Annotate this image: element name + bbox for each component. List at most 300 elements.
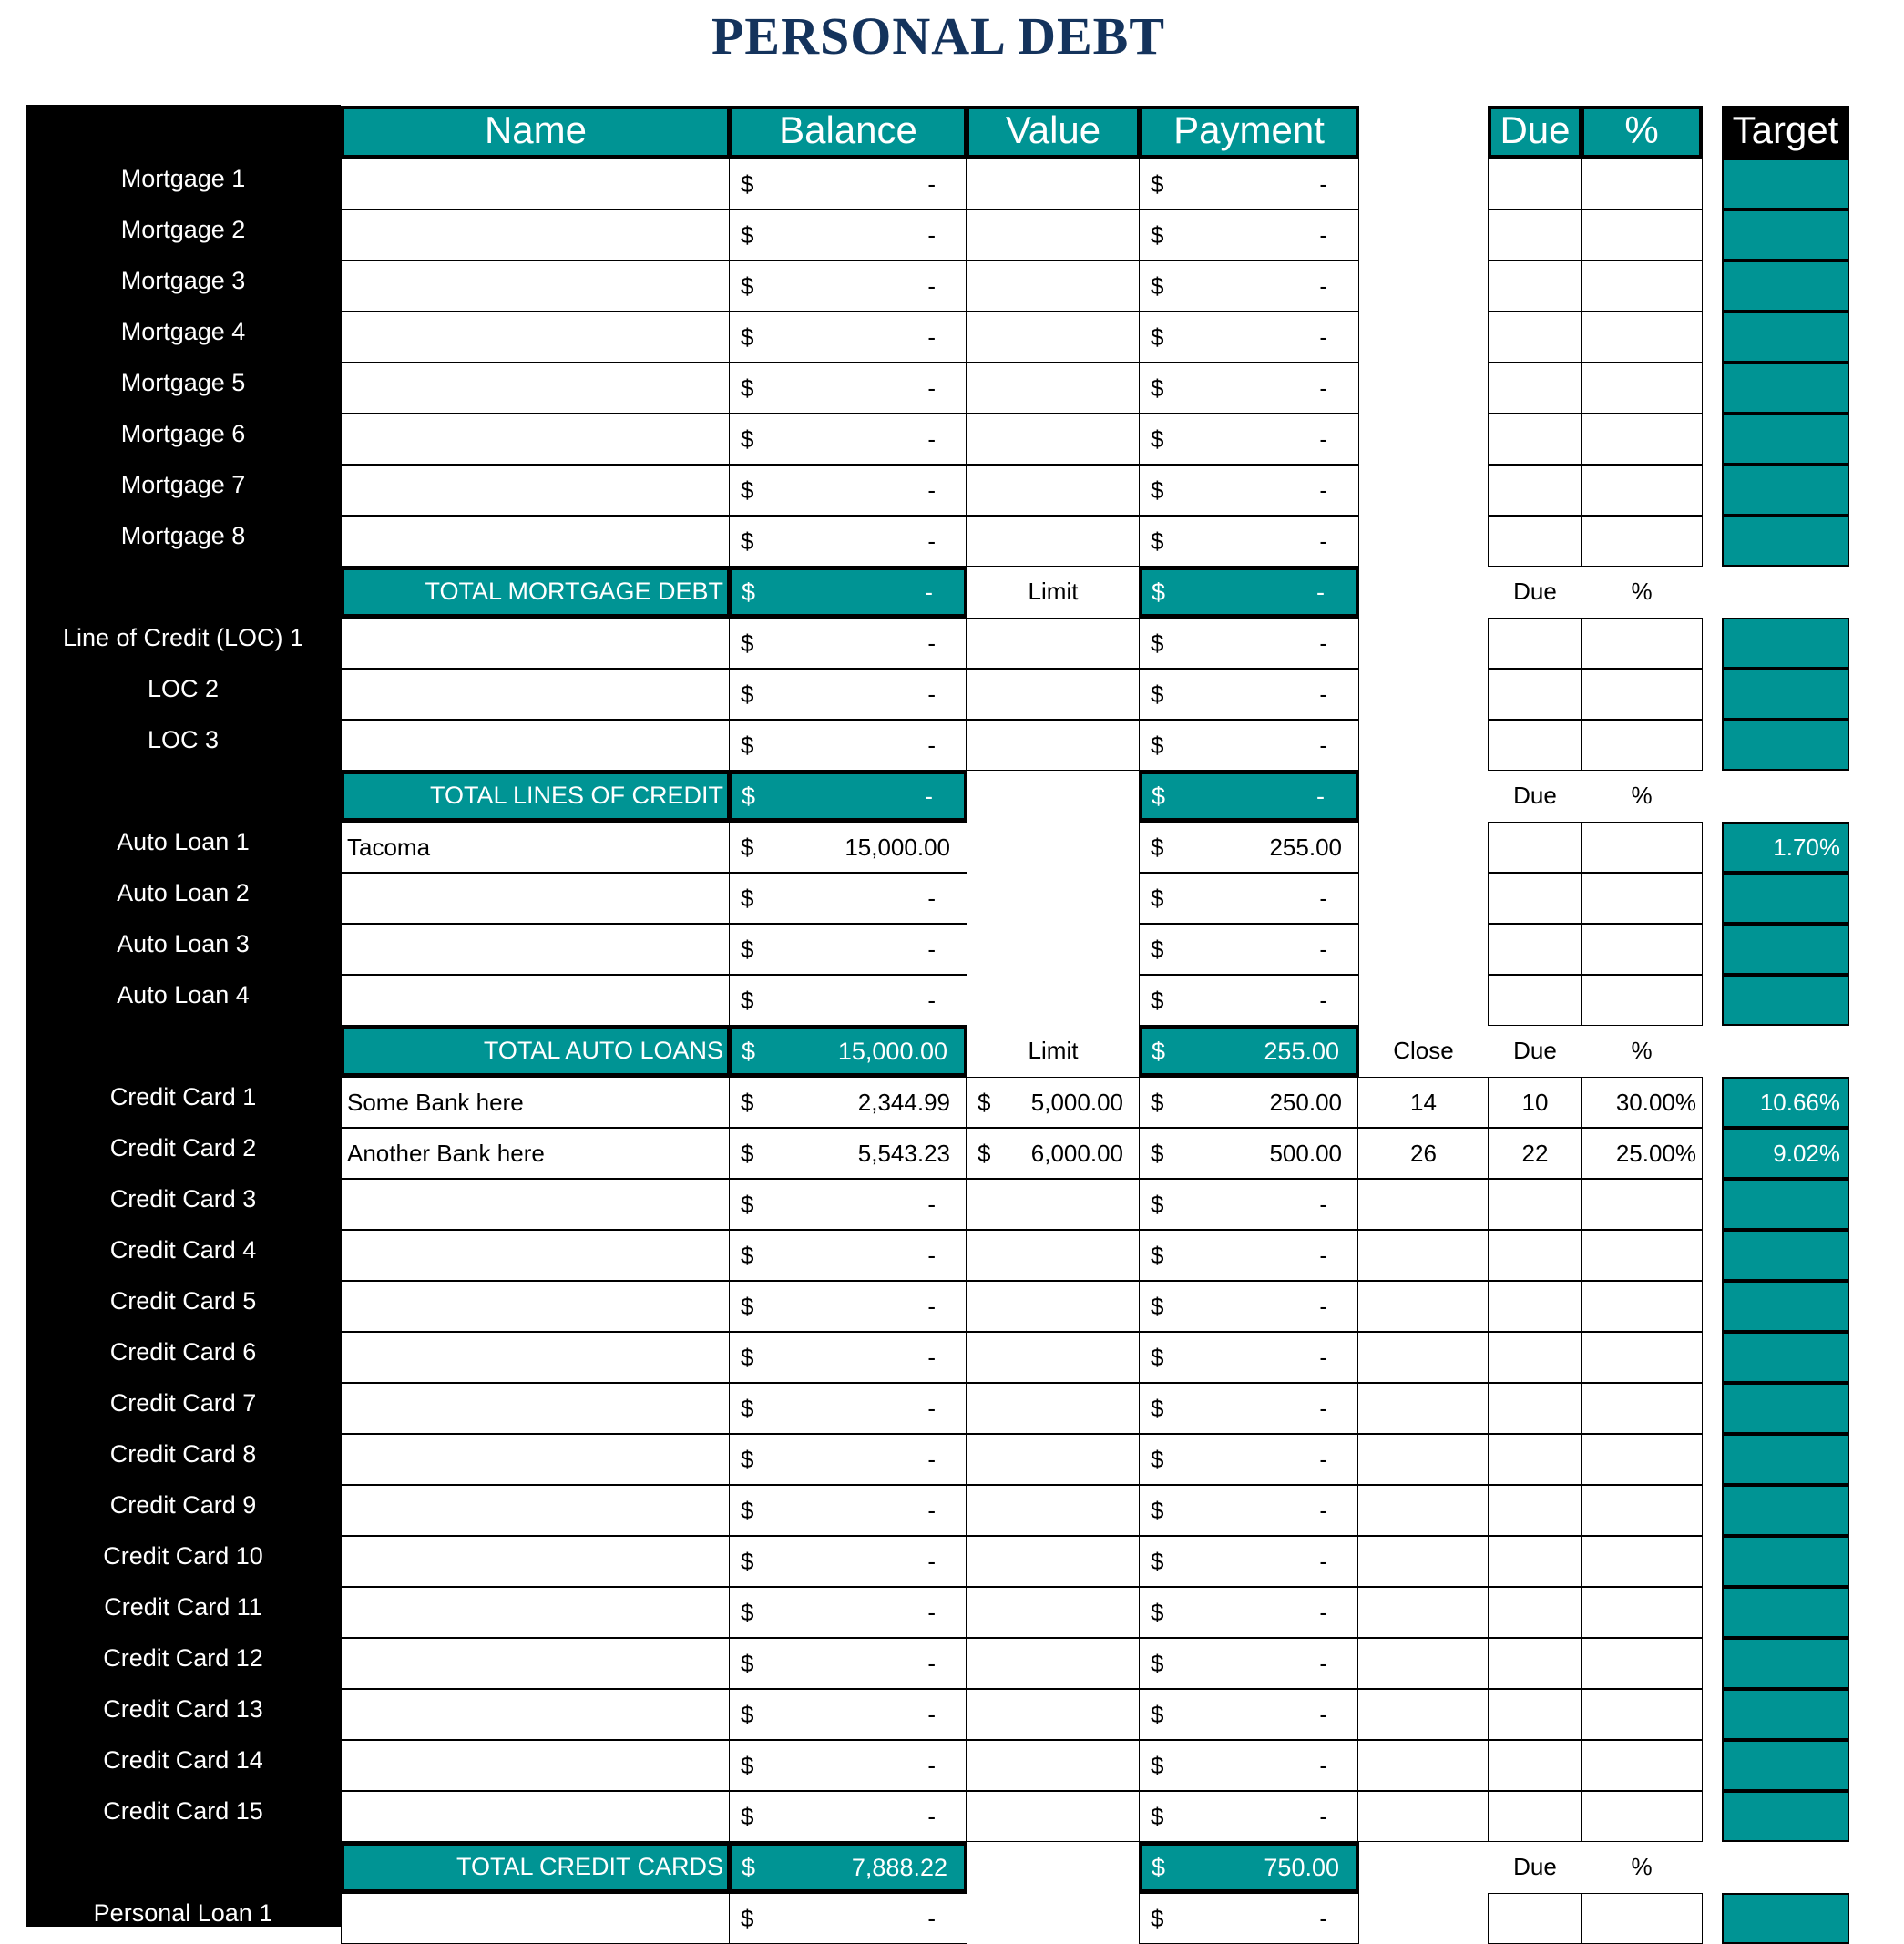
amount-value: -	[927, 1752, 936, 1779]
target-cell[interactable]	[1722, 1587, 1849, 1638]
target-cell[interactable]	[1722, 1434, 1849, 1485]
currency-sign: $	[1151, 374, 1164, 402]
name-cell[interactable]	[341, 465, 731, 516]
amount-value: -	[927, 527, 936, 555]
close-cell[interactable]	[1357, 1689, 1489, 1740]
currency-sign: $	[741, 1344, 754, 1371]
percent-cell[interactable]	[1581, 312, 1703, 363]
payment-cell[interactable]	[1139, 312, 1359, 363]
due-cell[interactable]	[1488, 1485, 1582, 1536]
balance-cell[interactable]	[729, 465, 967, 516]
payment-cell[interactable]	[1139, 924, 1359, 975]
balance-cell[interactable]	[729, 1383, 967, 1434]
target-cell[interactable]	[1722, 312, 1849, 363]
amount-value: -	[1319, 1395, 1327, 1422]
percent-cell[interactable]	[1581, 1638, 1703, 1689]
name-cell[interactable]	[341, 1230, 731, 1281]
close-cell[interactable]	[1357, 1281, 1489, 1332]
amount-value: -	[1319, 374, 1327, 402]
payment-cell[interactable]	[1139, 261, 1359, 312]
limit-cell[interactable]	[966, 1332, 1141, 1383]
due-cell[interactable]	[1488, 261, 1582, 312]
target-cell[interactable]	[1722, 669, 1849, 720]
balance-cell[interactable]	[729, 1332, 967, 1383]
percent-cell[interactable]	[1581, 975, 1703, 1026]
due-cell[interactable]	[1488, 1893, 1582, 1944]
value-cell[interactable]	[966, 414, 1141, 465]
row-label: Auto Loan 2	[117, 879, 250, 906]
due-cell[interactable]	[1488, 1434, 1582, 1485]
currency-sign: $	[1151, 1089, 1164, 1116]
limit-cell[interactable]	[966, 1281, 1141, 1332]
percent-cell[interactable]	[1581, 1740, 1703, 1791]
percent-cell[interactable]	[1581, 618, 1703, 669]
payment-cell[interactable]	[1139, 414, 1359, 465]
due-cell[interactable]	[1488, 1587, 1582, 1638]
value-cell[interactable]	[966, 261, 1141, 312]
due-cell[interactable]	[1488, 1689, 1582, 1740]
name-cell[interactable]: Some Bank here	[341, 1077, 731, 1128]
name-cell[interactable]	[341, 312, 731, 363]
currency-sign: $	[742, 578, 756, 606]
amount-value: -	[1319, 1752, 1327, 1779]
payment-cell[interactable]	[1139, 210, 1359, 261]
due-cell[interactable]: 10	[1488, 1077, 1582, 1128]
due-cell[interactable]	[1488, 465, 1582, 516]
row-label: Credit Card 9	[109, 1491, 257, 1519]
currency-sign: $	[741, 1191, 754, 1218]
target-cell[interactable]	[1722, 1893, 1849, 1944]
name-cell[interactable]	[341, 1536, 731, 1587]
limit-cell[interactable]	[966, 1077, 1141, 1128]
name-cell[interactable]: Another Bank here	[341, 1128, 731, 1179]
percent-cell[interactable]	[1581, 1230, 1703, 1281]
limit-cell[interactable]	[966, 1383, 1141, 1434]
percent-cell[interactable]	[1581, 822, 1703, 873]
name-cell[interactable]	[341, 1587, 731, 1638]
currency-sign: $	[742, 1854, 756, 1881]
currency-sign: $	[1151, 1752, 1164, 1779]
currency-sign: $	[741, 272, 754, 300]
row-label: Credit Card 8	[109, 1440, 257, 1468]
value-cell[interactable]	[966, 159, 1141, 210]
name-cell[interactable]	[341, 1740, 731, 1791]
due-cell[interactable]	[1488, 210, 1582, 261]
limit-cell[interactable]	[966, 1434, 1141, 1485]
balance-cell[interactable]	[729, 210, 967, 261]
due-cell[interactable]	[1488, 159, 1582, 210]
amount-value: -	[927, 1905, 936, 1932]
total-payment-value: 255.00	[1264, 1038, 1339, 1065]
amount-value: -	[1319, 476, 1327, 504]
balance-cell[interactable]	[729, 363, 967, 414]
payment-cell[interactable]	[1139, 1179, 1359, 1230]
due-subheader: Due	[1513, 1853, 1557, 1880]
total-balance	[729, 567, 967, 618]
balance-cell[interactable]	[729, 873, 967, 924]
due-cell[interactable]	[1488, 1230, 1582, 1281]
percent-cell[interactable]	[1581, 669, 1703, 720]
amount-value: -	[927, 1293, 936, 1320]
target-cell[interactable]	[1722, 873, 1849, 924]
due-cell[interactable]	[1488, 1383, 1582, 1434]
currency-sign: $	[1151, 1242, 1164, 1269]
limit-cell[interactable]	[966, 1740, 1141, 1791]
payment-cell[interactable]	[1139, 1077, 1359, 1128]
due-cell[interactable]	[1488, 1179, 1582, 1230]
name-cell[interactable]	[341, 1434, 731, 1485]
close-cell[interactable]: 26	[1357, 1128, 1489, 1179]
target-cell[interactable]	[1722, 414, 1849, 465]
currency-sign: $	[741, 170, 754, 198]
amount-value: -	[1319, 1803, 1327, 1830]
percent-cell[interactable]	[1581, 261, 1703, 312]
due-cell[interactable]	[1488, 924, 1582, 975]
balance-cell[interactable]	[729, 720, 967, 771]
limit-cell[interactable]	[966, 618, 1141, 669]
payment-cell[interactable]	[1139, 516, 1359, 567]
balance-cell[interactable]	[729, 1893, 967, 1944]
target-cell[interactable]	[1722, 516, 1849, 567]
name-cell[interactable]	[341, 261, 731, 312]
close-cell[interactable]	[1357, 1587, 1489, 1638]
name-cell[interactable]	[341, 669, 731, 720]
balance-cell[interactable]	[729, 669, 967, 720]
value-cell[interactable]	[966, 465, 1141, 516]
balance-cell[interactable]	[729, 822, 967, 873]
total-label: TOTAL MORTGAGE DEBT	[341, 567, 731, 618]
target-cell[interactable]: 9.02%	[1722, 1128, 1849, 1179]
balance-cell[interactable]	[729, 924, 967, 975]
due-cell[interactable]	[1488, 873, 1582, 924]
payment-cell[interactable]	[1139, 465, 1359, 516]
percent-cell[interactable]	[1581, 1536, 1703, 1587]
percent-cell[interactable]	[1581, 516, 1703, 567]
amount-value: -	[927, 1344, 936, 1371]
row-label: Credit Card 6	[109, 1338, 257, 1366]
currency-sign: $	[741, 936, 754, 963]
row-label: Mortgage 4	[120, 318, 246, 345]
payment-cell[interactable]	[1139, 975, 1359, 1026]
target-cell[interactable]: 1.70%	[1722, 822, 1849, 873]
balance-cell[interactable]	[729, 414, 967, 465]
target-cell[interactable]	[1722, 924, 1849, 975]
target-cell[interactable]	[1722, 210, 1849, 261]
percent-cell[interactable]	[1581, 1689, 1703, 1740]
close-cell[interactable]	[1357, 1791, 1489, 1842]
row-label: Credit Card 4	[109, 1236, 257, 1264]
name-cell[interactable]: Tacoma	[341, 822, 731, 873]
header-name: Name	[341, 106, 731, 159]
limit-cell[interactable]	[966, 1587, 1141, 1638]
balance-cell[interactable]	[729, 1791, 967, 1842]
payment-cell[interactable]	[1139, 1587, 1359, 1638]
name-cell[interactable]	[341, 363, 731, 414]
due-cell[interactable]	[1488, 516, 1582, 567]
currency-sign: $	[1151, 987, 1164, 1014]
close-cell[interactable]	[1357, 1638, 1489, 1689]
percent-cell[interactable]	[1581, 1332, 1703, 1383]
amount-value: 5,000.00	[1030, 1089, 1123, 1116]
target-cell[interactable]	[1722, 261, 1849, 312]
percent-cell[interactable]	[1581, 159, 1703, 210]
amount-value: -	[1319, 425, 1327, 453]
target-cell[interactable]	[1722, 975, 1849, 1026]
name-cell[interactable]	[341, 159, 731, 210]
amount-value: 15,000.00	[845, 834, 950, 861]
percent-cell[interactable]	[1581, 1893, 1703, 1944]
close-cell[interactable]	[1357, 1230, 1489, 1281]
amount-value: -	[1319, 527, 1327, 555]
due-cell[interactable]	[1488, 1740, 1582, 1791]
balance-cell[interactable]	[729, 1536, 967, 1587]
currency-sign: $	[741, 476, 754, 504]
due-cell[interactable]	[1488, 720, 1582, 771]
limit-cell[interactable]	[966, 1536, 1141, 1587]
percent-cell[interactable]	[1581, 924, 1703, 975]
limit-cell[interactable]	[966, 720, 1141, 771]
currency-sign: $	[741, 1089, 754, 1116]
payment-cell[interactable]	[1139, 1383, 1359, 1434]
target-cell[interactable]	[1722, 618, 1849, 669]
name-cell[interactable]	[341, 1791, 731, 1842]
limit-cell[interactable]	[966, 1791, 1141, 1842]
value-cell[interactable]	[966, 516, 1141, 567]
currency-sign: $	[1151, 425, 1164, 453]
percent-cell[interactable]	[1581, 210, 1703, 261]
payment-cell[interactable]	[1139, 873, 1359, 924]
limit-cell[interactable]	[966, 1230, 1141, 1281]
due-cell[interactable]	[1488, 312, 1582, 363]
amount-value: -	[927, 425, 936, 453]
amount-value: -	[1319, 221, 1327, 249]
due-cell[interactable]	[1488, 975, 1582, 1026]
due-subheader: Due	[1513, 578, 1557, 605]
target-cell[interactable]	[1722, 1485, 1849, 1536]
payment-cell[interactable]	[1139, 1332, 1359, 1383]
percent-cell[interactable]	[1581, 1281, 1703, 1332]
target-cell[interactable]	[1722, 1740, 1849, 1791]
percent-cell[interactable]	[1581, 363, 1703, 414]
balance-cell[interactable]	[729, 1485, 967, 1536]
payment-cell[interactable]	[1139, 1740, 1359, 1791]
due-cell[interactable]	[1488, 618, 1582, 669]
name-cell[interactable]	[341, 873, 731, 924]
name-cell[interactable]	[341, 1332, 731, 1383]
name-cell[interactable]	[341, 1893, 731, 1944]
percent-subheader: %	[1631, 578, 1653, 605]
target-cell[interactable]	[1722, 1332, 1849, 1383]
balance-cell[interactable]	[729, 1077, 967, 1128]
payment-cell[interactable]	[1139, 363, 1359, 414]
close-cell[interactable]	[1357, 1383, 1489, 1434]
total-payment	[1139, 771, 1359, 822]
due-cell[interactable]: 22	[1488, 1128, 1582, 1179]
payment-cell[interactable]	[1139, 1128, 1359, 1179]
name-cell[interactable]	[341, 975, 731, 1026]
target-cell[interactable]	[1722, 1791, 1849, 1842]
percent-cell[interactable]	[1581, 1434, 1703, 1485]
close-cell[interactable]	[1357, 1332, 1489, 1383]
value-cell[interactable]	[966, 210, 1141, 261]
target-cell[interactable]	[1722, 1179, 1849, 1230]
currency-sign: $	[741, 1242, 754, 1269]
target-cell[interactable]	[1722, 1689, 1849, 1740]
close-cell[interactable]	[1357, 1434, 1489, 1485]
balance-cell[interactable]	[729, 1740, 967, 1791]
name-cell[interactable]	[341, 1179, 731, 1230]
percent-cell[interactable]	[1581, 1485, 1703, 1536]
name-cell[interactable]	[341, 618, 731, 669]
balance-cell[interactable]	[729, 159, 967, 210]
limit-cell[interactable]	[966, 1179, 1141, 1230]
total-payment	[1139, 1026, 1359, 1077]
payment-cell[interactable]	[1139, 1791, 1359, 1842]
percent-cell[interactable]: 30.00%	[1581, 1077, 1703, 1128]
balance-cell[interactable]	[729, 1638, 967, 1689]
balance-cell[interactable]	[729, 1281, 967, 1332]
percent-cell[interactable]: 25.00%	[1581, 1128, 1703, 1179]
target-cell[interactable]	[1722, 159, 1849, 210]
percent-cell[interactable]	[1581, 1587, 1703, 1638]
payment-cell[interactable]	[1139, 1638, 1359, 1689]
close-cell[interactable]	[1357, 1740, 1489, 1791]
total-balance-value: 15,000.00	[837, 1038, 947, 1065]
currency-sign: $	[741, 629, 754, 657]
balance-cell[interactable]	[729, 1587, 967, 1638]
close-cell[interactable]	[1357, 1179, 1489, 1230]
due-cell[interactable]	[1488, 363, 1582, 414]
target-cell[interactable]	[1722, 1383, 1849, 1434]
value-cell[interactable]	[966, 363, 1141, 414]
total-balance-value: 7,888.22	[851, 1854, 947, 1881]
currency-sign: $	[1151, 1701, 1164, 1728]
due-cell[interactable]	[1488, 414, 1582, 465]
name-cell[interactable]	[341, 1689, 731, 1740]
balance-cell[interactable]	[729, 1434, 967, 1485]
payment-cell[interactable]	[1139, 1281, 1359, 1332]
currency-sign: $	[1151, 272, 1164, 300]
due-cell[interactable]	[1488, 1536, 1582, 1587]
row-label: Mortgage 6	[120, 420, 246, 447]
balance-cell[interactable]	[729, 1128, 967, 1179]
target-cell[interactable]	[1722, 1536, 1849, 1587]
target-cell[interactable]	[1722, 1638, 1849, 1689]
name-cell[interactable]	[341, 1485, 731, 1536]
name-cell[interactable]	[341, 1383, 731, 1434]
value-cell[interactable]	[966, 312, 1141, 363]
percent-cell[interactable]	[1581, 720, 1703, 771]
currency-sign: $	[741, 1803, 754, 1830]
amount-value: -	[927, 1395, 936, 1422]
balance-cell[interactable]	[729, 516, 967, 567]
percent-cell[interactable]	[1581, 1383, 1703, 1434]
payment-cell[interactable]	[1139, 669, 1359, 720]
limit-cell[interactable]	[966, 1689, 1141, 1740]
currency-sign: $	[1152, 783, 1166, 810]
balance-cell[interactable]	[729, 1689, 967, 1740]
payment-cell[interactable]	[1139, 1434, 1359, 1485]
name-cell[interactable]	[341, 210, 731, 261]
percent-cell[interactable]	[1581, 414, 1703, 465]
close-cell[interactable]	[1357, 1536, 1489, 1587]
percent-cell[interactable]	[1581, 873, 1703, 924]
payment-cell[interactable]	[1139, 1689, 1359, 1740]
limit-cell[interactable]	[966, 669, 1141, 720]
balance-cell[interactable]	[729, 1179, 967, 1230]
amount-value: -	[927, 1191, 936, 1218]
close-subheader: Close	[1393, 1037, 1454, 1064]
currency-sign: $	[741, 1446, 754, 1473]
due-cell[interactable]	[1488, 1281, 1582, 1332]
balance-cell[interactable]	[729, 261, 967, 312]
close-cell[interactable]	[1357, 1485, 1489, 1536]
payment-cell[interactable]	[1139, 1485, 1359, 1536]
percent-cell[interactable]	[1581, 1179, 1703, 1230]
payment-cell[interactable]	[1139, 1893, 1359, 1944]
currency-sign: $	[1151, 1905, 1164, 1932]
row-label: Credit Card 10	[103, 1542, 263, 1570]
payment-cell[interactable]	[1139, 618, 1359, 669]
payment-cell[interactable]	[1139, 1536, 1359, 1587]
target-cell[interactable]	[1722, 720, 1849, 771]
balance-cell[interactable]	[729, 618, 967, 669]
payment-cell[interactable]	[1139, 1230, 1359, 1281]
total-balance	[729, 771, 967, 822]
due-cell[interactable]	[1488, 1638, 1582, 1689]
percent-cell[interactable]	[1581, 465, 1703, 516]
due-cell[interactable]	[1488, 669, 1582, 720]
target-cell[interactable]	[1722, 1281, 1849, 1332]
name-cell[interactable]	[341, 414, 731, 465]
close-cell[interactable]: 14	[1357, 1077, 1489, 1128]
total-label: TOTAL AUTO LOANS	[341, 1026, 731, 1077]
currency-sign: $	[1151, 629, 1164, 657]
balance-cell[interactable]	[729, 312, 967, 363]
name-cell[interactable]	[341, 1638, 731, 1689]
balance-cell[interactable]	[729, 975, 967, 1026]
currency-sign: $	[1151, 170, 1164, 198]
amount-value: -	[1319, 272, 1327, 300]
currency-sign: $	[741, 834, 754, 861]
currency-sign: $	[1151, 527, 1164, 555]
name-cell[interactable]	[341, 516, 731, 567]
payment-cell[interactable]	[1139, 720, 1359, 771]
percent-cell[interactable]	[1581, 1791, 1703, 1842]
amount-value: 2,344.99	[857, 1089, 950, 1116]
target-cell[interactable]	[1722, 363, 1849, 414]
name-cell[interactable]	[341, 924, 731, 975]
total-balance-value: -	[925, 578, 933, 606]
due-cell[interactable]	[1488, 822, 1582, 873]
due-cell[interactable]	[1488, 1332, 1582, 1383]
target-cell[interactable]	[1722, 1230, 1849, 1281]
payment-cell[interactable]	[1139, 822, 1359, 873]
payment-cell[interactable]	[1139, 159, 1359, 210]
limit-cell[interactable]	[966, 1485, 1141, 1536]
target-cell[interactable]: 10.66%	[1722, 1077, 1849, 1128]
target-cell[interactable]	[1722, 465, 1849, 516]
total-payment	[1139, 1842, 1359, 1893]
name-cell[interactable]	[341, 720, 731, 771]
currency-sign: $	[741, 323, 754, 351]
due-cell[interactable]	[1488, 1791, 1582, 1842]
balance-cell[interactable]	[729, 1230, 967, 1281]
limit-cell[interactable]	[966, 1638, 1141, 1689]
limit-cell[interactable]	[966, 1128, 1141, 1179]
name-cell[interactable]	[341, 1281, 731, 1332]
row-label: Credit Card 5	[109, 1287, 257, 1315]
